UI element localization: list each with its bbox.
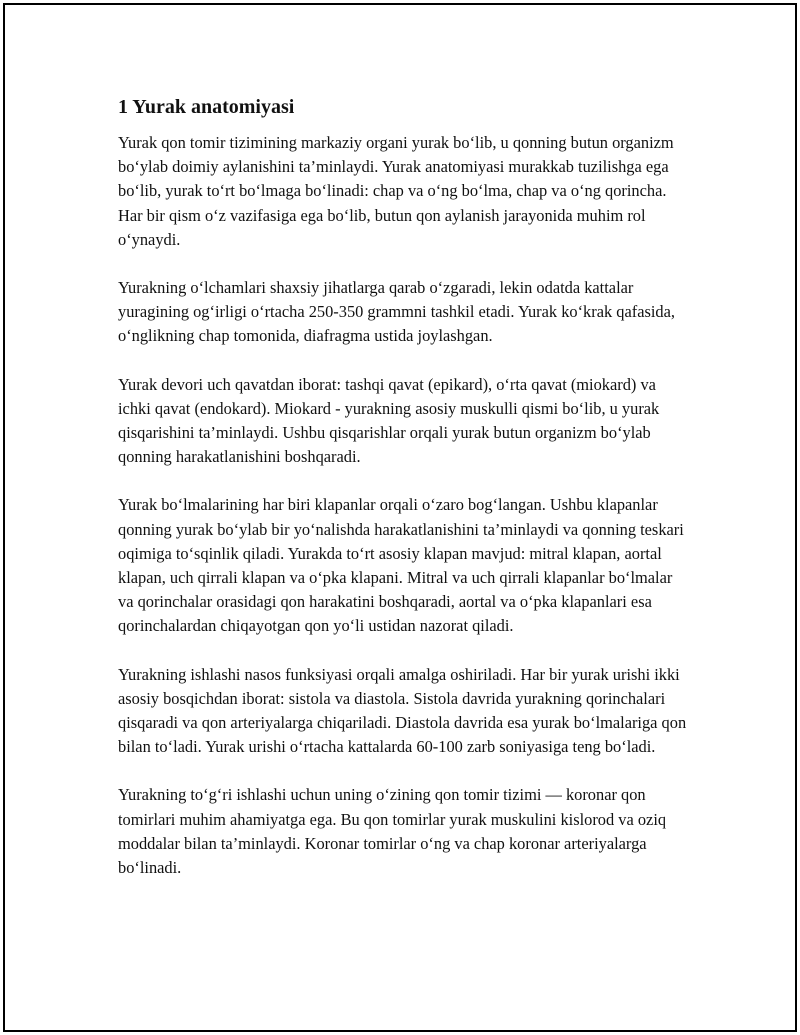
section-heading: 1 Yurak anatomiyasi — [118, 96, 295, 118]
paragraph-heart-wall: Yurak devori uch qavatdan iborat: tashqi qavat (epikard), o‘rta qavat (miokard) va ichki qavat (endokard). Miokard - yurakning asosiy muskulli qismi bo‘lib, u yurak qisqarishini ta’minlaydi. Ushbu qisqarishlar orqali yurak butun organizm bo‘ylab qonning harakatlanishini boshqaradi. — [118, 374, 660, 467]
paragraph-heart-valves: Yurak bo‘lmalarining har biri klapanlar orqali o‘zaro bog‘langan. Ushbu klapanlar qonning yurak bo‘ylab bir yo‘nalishda harakatlanishini ta’minlaydi va qonning teskari oqimiga to‘sqinlik qiladi. Yurakda to‘rt asosiy klapan mavjud: mitral klapan, aortal klapan, uch qirrali klapan va o‘pka klapani. Mitral va uch qirrali klapanlar bo‘lmalar va qorinchalar orasidagi qon harakatini boshqaradi, aortal va o‘pka klapanlari esa qorinchalardan chiqayotgan qon yo‘li ustidan nazorat qiladi. — [118, 495, 684, 636]
document-body — [118, 95, 690, 904]
paragraph-heart-size: Yurakning o‘lchamlari shaxsiy jihatlarga qarab o‘zgaradi, lekin odatda kattalar yuragining og‘irligi o‘rtacha 250-350 grammni tashkil etadi. Yurak ko‘krak qafasida, o‘nglikning chap tomonida, diafragma ustida joylashgan. — [118, 278, 675, 346]
paragraph-heart-overview: Yurak qon tomir tizimining markaziy organi yurak bo‘lib, u qonning butun organizm bo‘ylab doimiy aylanishini ta’minlaydi. Yurak anatomiyasi murakkab tuzilishga ega bo‘lib, yurak to‘rt bo‘lmaga bo‘linadi: chap va o‘ng bo‘lma, chap va o‘ng qorincha. Har bir qism o‘z vazifasiga ega bo‘lib, butun qon aylanish jarayonida muhim rol o‘ynaydi. — [118, 133, 674, 249]
paragraph-heart-function: Yurakning ishlashi nasos funksiyasi orqali amalga oshiriladi. Har bir yurak urishi ikki asosiy bosqichdan iborat: sistola va diastola. Sistola davrida yurakning qorinchalari qisqaradi va qon arteriyalarga chiqariladi. Diastola davrida esa yurak bo‘lmalariga qon bilan to‘ladi. Yurak urishi o‘rtacha kattalarda 60-100 zarb soniyasiga teng bo‘ladi. — [118, 664, 687, 757]
paragraph-coronary-vessels: Yurakning to‘g‘ri ishlashi uchun uning o‘zining qon tomir tizimi — koronar qon tomirlari muhim ahamiyatga ega. Bu qon tomirlar yurak muskulini kislorod va oziq moddalar bilan ta’minlaydi. Koronar tomirlar o‘ng va chap koronar arteriyalarga bo‘linadi. — [118, 785, 667, 878]
